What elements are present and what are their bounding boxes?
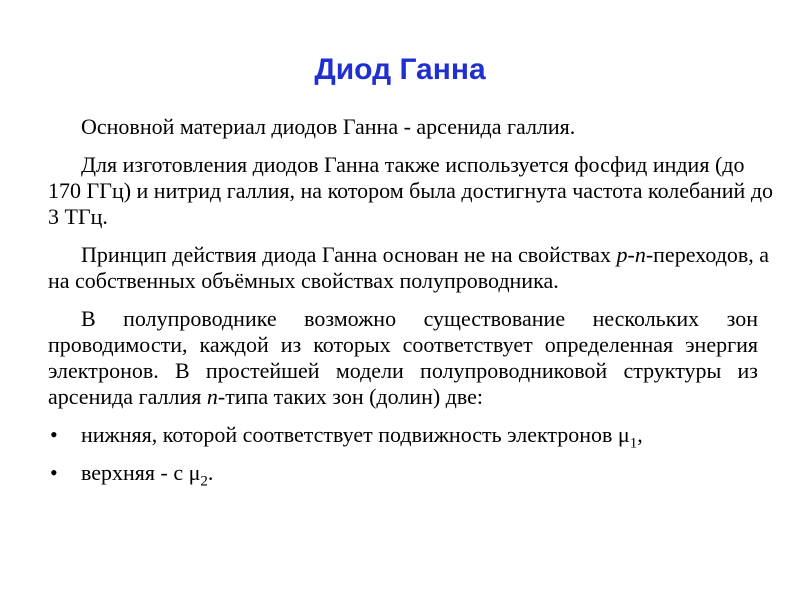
paragraph-operating-principle	[48, 242, 778, 294]
slide-body	[48, 114, 778, 490]
conduction-bands-text: В полупроводнике возможно существование нескольких зон проводимости, каждой из которых соответствует определенная энергия электронов. В простейшей модели полупроводниковой структуры из арсенида галлия	[48, 306, 758, 409]
paragraph-conduction-bands	[48, 306, 778, 410]
conduction-bands-text-end: -типа таких зон (долин) две:	[217, 384, 484, 409]
slide-title: Диод Ганна	[314, 53, 486, 86]
mobility-subscript-1: 1	[629, 435, 638, 452]
bullet-lower-valley-tail: ,	[637, 422, 643, 447]
operating-principle-text-end: -переходов, а на собственных объёмных свойствах полупроводника.	[48, 242, 770, 293]
bullet-upper-valley	[48, 460, 778, 490]
bullet-marker: •	[50, 460, 58, 485]
mobility-subscript-2: 2	[200, 473, 208, 490]
bullet-lower-valley	[48, 422, 778, 452]
bullet-marker: •	[50, 422, 58, 447]
paragraph-alternative-materials: Для изготовления диодов Ганна также используется фосфид индия (до 170 ГГц) и нитрид галлия, на котором была достигнута частота колебаний до 3 ТГц.	[48, 152, 774, 229]
bullet-lower-valley-text: нижняя, которой соответствует подвижность электронов μ	[81, 422, 630, 447]
bullet-upper-valley-tail: .	[207, 460, 214, 485]
operating-principle-text: Принцип действия диода Ганна основан не на свойствах	[81, 242, 617, 267]
pn-junction-term: p-n	[616, 242, 646, 267]
paragraph-main-material: Основной материал диодов Ганна - арсенида галлия.	[81, 114, 576, 139]
n-type-term: n	[206, 384, 218, 409]
bullet-upper-valley-text: верхняя - с μ	[81, 460, 201, 485]
